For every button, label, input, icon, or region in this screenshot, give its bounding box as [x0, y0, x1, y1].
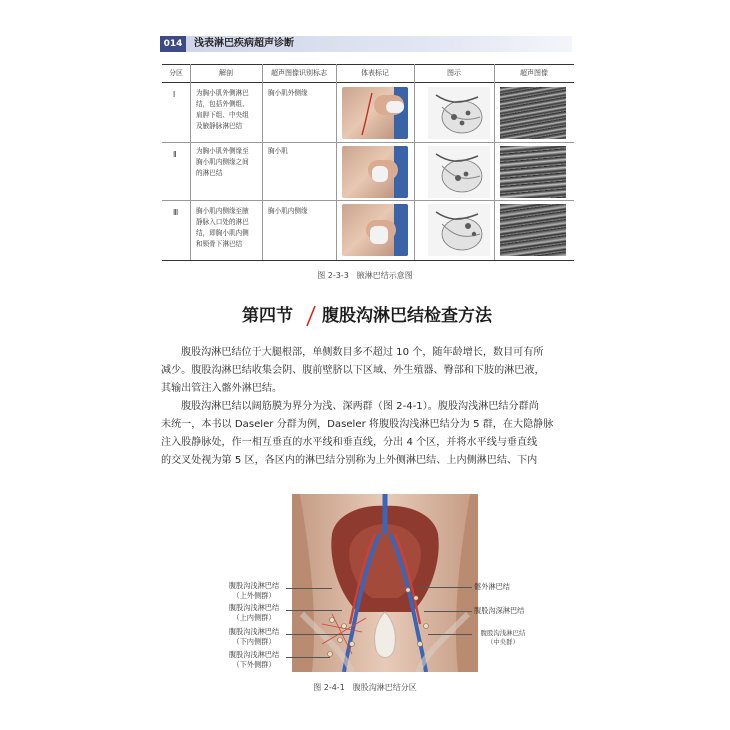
axilla-diagram: [428, 87, 490, 139]
table-marker: 胸小肌外侧缘: [268, 89, 308, 97]
table-anatomy: 胸小肌内侧缘至腋 静脉入口处的淋巴 结，即胸小肌内侧 和锁骨下淋巴结: [196, 207, 249, 248]
table-header-rule: [162, 82, 574, 83]
table-zone: Ⅰ: [173, 90, 176, 99]
table-column-rule: [414, 64, 415, 260]
axilla-diagram-drawing: [428, 87, 490, 139]
inguinal-anatomy-illustration: [292, 494, 478, 672]
photo-background: [394, 204, 408, 256]
leader-line: [286, 634, 350, 635]
page-number: 014: [160, 36, 186, 52]
figure-caption: 图 2-4-1 腹股沟淋巴结分区: [313, 683, 417, 692]
surface-marking-photo: [342, 146, 408, 198]
label-external-iliac: 髂外淋巴结: [474, 582, 510, 591]
section-title: 腹股沟淋巴结检查方法: [322, 306, 492, 326]
table-anatomy: 为胸小肌外侧淋巴 结，包括外侧组、 肩胛下组、中央组 及腋静脉淋巴结: [196, 89, 249, 130]
table-zone: Ⅱ: [173, 150, 177, 159]
surface-marking-photo: [342, 87, 408, 139]
axilla-diagram-drawing: [428, 204, 490, 256]
table-anatomy: 为胸小肌外侧缘至 胸小肌内侧缘之间 的淋巴结: [196, 147, 249, 177]
table-column-rule: [336, 64, 337, 260]
table-column-rule: [494, 64, 495, 260]
axilla-diagram: [428, 204, 490, 256]
table-header-diagram: 图示: [447, 69, 461, 77]
heading-slash-mark: [304, 304, 318, 328]
label-lower-medial: 腹股沟浅淋巴结 （下内侧群）: [228, 627, 280, 646]
table-marker: 胸小肌内侧缘: [268, 207, 308, 215]
leader-line: [418, 587, 472, 588]
skin-marking-line: [342, 87, 408, 139]
ultrasound-image: [500, 146, 566, 198]
leader-line: [286, 657, 330, 658]
label-central: 腹股沟浅淋巴结 （中央群）: [480, 629, 526, 646]
section-number: 第四节: [242, 306, 293, 326]
ultrasound-image: [500, 204, 566, 256]
photo-probe: [372, 166, 388, 182]
label-lower-lateral: 腹股沟浅淋巴结 （下外侧群）: [228, 650, 280, 669]
anatomy-drawing: [292, 494, 478, 672]
table-bottom-rule: [162, 260, 574, 261]
table-header-zone: 分区: [169, 69, 183, 77]
table-header-anatomy: 解剖: [219, 69, 233, 77]
leader-line: [428, 634, 472, 635]
body-paragraph: 腹股沟淋巴结以阔筋膜为界分为浅、深两群（图 2-4-1）。腹股沟浅淋巴结分群尚 未统一，本书以 Daseler 分群为例，Daseler 将腹股沟浅淋巴结分为 5 群，在大隐静脉 注入股静脉处，作一相互垂直的水平线和垂直线，分出 4 个区，并将水平线与垂直线 的交叉处视为第 5 区，各区内的淋巴结分别称为上外侧淋巴结、上内侧淋巴结、下内: [161, 401, 554, 466]
label-deep-inguinal: 腹股沟深淋巴结: [474, 606, 525, 615]
leader-line: [424, 611, 472, 612]
table-row-rule: [162, 142, 574, 143]
figure-caption: 图 2-3-3 腋淋巴结示意图: [317, 271, 413, 280]
surface-marking-photo: [342, 204, 408, 256]
label-upper-lateral: 腹股沟浅淋巴结 （上外侧群）: [228, 581, 280, 600]
leader-line: [286, 588, 332, 589]
axilla-diagram: [428, 146, 490, 198]
book-title: 浅表淋巴疾病超声诊断: [194, 38, 294, 49]
table-row-rule: [162, 200, 574, 201]
photo-probe: [370, 226, 388, 244]
table-header-surface: 体表标记: [361, 69, 389, 77]
table-header-ultrasound: 超声图像: [520, 69, 548, 77]
ultrasound-image: [500, 87, 566, 139]
table-zone: Ⅲ: [173, 208, 179, 217]
table-header-marker: 超声图像识别标志: [271, 69, 327, 77]
table-marker: 胸小肌: [268, 147, 288, 155]
body-paragraph: 腹股沟淋巴结位于大腿根部，单侧数目多不超过 10 个，随年龄增长，数目可有所 减少。腹股沟淋巴结收集会阴、腹前壁脐以下区域、外生殖器、臀部和下肢的淋巴液， 其输出管注入髂外淋巴结。: [161, 347, 545, 394]
table-column-rule: [190, 64, 191, 260]
axilla-diagram-drawing: [428, 146, 490, 198]
running-header: [160, 36, 572, 52]
table-column-rule: [262, 64, 263, 260]
label-upper-medial: 腹股沟浅淋巴结 （上内侧群）: [228, 603, 280, 622]
leader-line: [286, 610, 342, 611]
